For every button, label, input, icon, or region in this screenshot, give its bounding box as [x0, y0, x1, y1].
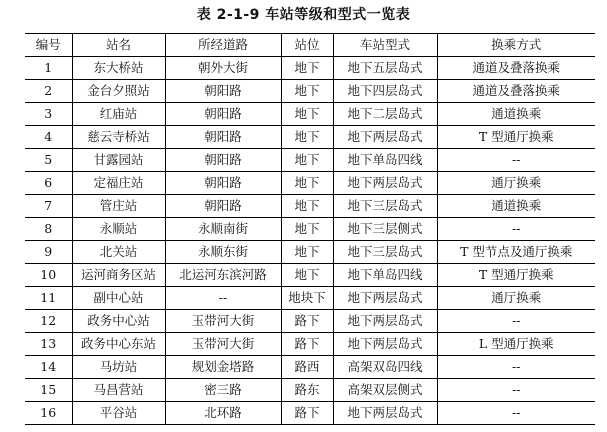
cell-station-type: 高架双层侧式 [333, 379, 437, 402]
cell-location: 地下 [281, 218, 333, 241]
cell-transfer-mode: 通道及叠落换乘 [437, 80, 595, 103]
cell-station-name: 马昌营站 [72, 379, 165, 402]
cell-road: 永顺东街 [165, 241, 281, 264]
cell-number: 11 [40, 290, 57, 305]
cell-station-name: 定福庄站 [72, 172, 165, 195]
cell-road: 北环路 [165, 402, 281, 425]
table-row [25, 103, 595, 126]
cell-station-name: 东大桥站 [72, 57, 165, 80]
table-caption: 表 2-1-9 车站等级和型式一览表 [196, 7, 411, 23]
cell-station-type: 地下两层岛式 [333, 172, 437, 195]
cell-station-name: 政务中心东站 [72, 333, 165, 356]
table-row [25, 287, 595, 310]
cell-station-type: 高架双岛四线 [333, 356, 437, 379]
cell-station-type: 地下两层岛式 [333, 333, 437, 356]
cell-number: 14 [40, 359, 57, 374]
table-row [25, 379, 595, 402]
header-number: 编号 [35, 37, 61, 52]
cell-number: 6 [44, 175, 53, 190]
cell-road: 玉带河大街 [165, 310, 281, 333]
cell-location: 地块下 [281, 287, 333, 310]
cell-road: 朝阳路 [165, 103, 281, 126]
table-row [25, 80, 595, 103]
cell-station-name: 平谷站 [72, 402, 165, 425]
table-row [25, 195, 595, 218]
table-row [25, 218, 595, 241]
table-header-row [25, 34, 595, 57]
cell-location: 路下 [281, 402, 333, 425]
cell-number: 7 [44, 198, 53, 213]
cell-location: 地下 [281, 264, 333, 287]
cell-road: 玉带河大街 [165, 333, 281, 356]
cell-number: 10 [40, 267, 57, 282]
table-row [25, 57, 595, 80]
cell-location: 地下 [281, 80, 333, 103]
station-table [25, 33, 595, 425]
cell-number: 9 [44, 244, 53, 259]
cell-road: 朝阳路 [165, 149, 281, 172]
cell-road: 朝阳路 [165, 80, 281, 103]
cell-station-name: 副中心站 [72, 287, 165, 310]
cell-road: 北运河东滨河路 [165, 264, 281, 287]
cell-transfer-mode: 通道换乘 [437, 103, 595, 126]
table-row [25, 333, 595, 356]
header-station-name: 站名 [72, 34, 165, 57]
cell-road: 永顺南街 [165, 218, 281, 241]
cell-location: 路东 [281, 379, 333, 402]
cell-station-type: 地下四层岛式 [333, 80, 437, 103]
cell-transfer-mode: 通厅换乘 [437, 172, 595, 195]
table-row [25, 126, 595, 149]
table-row [25, 356, 595, 379]
cell-transfer-mode: 通道换乘 [437, 195, 595, 218]
cell-location: 地下 [281, 126, 333, 149]
table-row [25, 310, 595, 333]
cell-road: 规划金塔路 [165, 356, 281, 379]
cell-station-name: 金台夕照站 [72, 80, 165, 103]
cell-station-type: 地下五层岛式 [333, 57, 437, 80]
header-road: 所经道路 [165, 34, 281, 57]
cell-station-name: 甘露园站 [72, 149, 165, 172]
cell-location: 地下 [281, 57, 333, 80]
cell-number: 12 [40, 313, 57, 328]
cell-transfer-mode: -- [437, 218, 595, 241]
cell-road: 朝阳路 [165, 126, 281, 149]
cell-station-type: 地下单岛四线 [333, 264, 437, 287]
cell-station-name: 北关站 [72, 241, 165, 264]
cell-number: 4 [44, 129, 53, 144]
cell-road: -- [165, 287, 281, 310]
header-transfer-mode: 换乘方式 [437, 34, 595, 57]
cell-station-type: 地下三层岛式 [333, 195, 437, 218]
cell-transfer-mode: T 型节点及通厅换乘 [437, 241, 595, 264]
cell-station-type: 地下单岛四线 [333, 149, 437, 172]
cell-number: 13 [40, 336, 57, 351]
cell-station-type: 地下两层岛式 [333, 310, 437, 333]
cell-number: 3 [44, 106, 53, 121]
cell-station-type: 地下两层岛式 [333, 287, 437, 310]
cell-station-type: 地下两层岛式 [333, 402, 437, 425]
cell-transfer-mode: L 型通厅换乘 [437, 333, 595, 356]
cell-location: 地下 [281, 149, 333, 172]
cell-location: 地下 [281, 103, 333, 126]
cell-number: 5 [44, 152, 53, 167]
cell-transfer-mode: 通厅换乘 [437, 287, 595, 310]
cell-transfer-mode: -- [437, 149, 595, 172]
cell-number: 2 [44, 83, 53, 98]
cell-transfer-mode: -- [437, 310, 595, 333]
cell-number: 1 [44, 60, 53, 75]
table-row [25, 264, 595, 287]
cell-location: 路下 [281, 333, 333, 356]
cell-location: 地下 [281, 195, 333, 218]
cell-station-name: 管庄站 [72, 195, 165, 218]
cell-station-name: 永顺站 [72, 218, 165, 241]
table-row [25, 172, 595, 195]
cell-transfer-mode: -- [437, 356, 595, 379]
cell-station-type: 地下二层岛式 [333, 103, 437, 126]
cell-number: 16 [40, 405, 57, 420]
cell-transfer-mode: -- [437, 402, 595, 425]
cell-road: 朝阳路 [165, 172, 281, 195]
cell-location: 路下 [281, 310, 333, 333]
cell-station-name: 慈云寺桥站 [72, 126, 165, 149]
table-row [25, 241, 595, 264]
table-row [25, 149, 595, 172]
cell-transfer-mode: T 型通厅换乘 [437, 264, 595, 287]
cell-transfer-mode: T 型通厅换乘 [437, 126, 595, 149]
cell-transfer-mode: 通道及叠落换乘 [437, 57, 595, 80]
cell-number: 15 [40, 382, 57, 397]
cell-location: 地下 [281, 241, 333, 264]
cell-station-name: 运河商务区站 [72, 264, 165, 287]
cell-station-type: 地下两层岛式 [333, 126, 437, 149]
cell-road: 朝外大街 [165, 57, 281, 80]
cell-transfer-mode: -- [437, 379, 595, 402]
header-station-type: 车站型式 [333, 34, 437, 57]
cell-road: 朝阳路 [165, 195, 281, 218]
cell-station-type: 地下三层岛式 [333, 241, 437, 264]
cell-location: 地下 [281, 172, 333, 195]
cell-station-name: 红庙站 [72, 103, 165, 126]
table-row [25, 402, 595, 425]
cell-location: 路西 [281, 356, 333, 379]
cell-station-name: 马坊站 [72, 356, 165, 379]
cell-number: 8 [44, 221, 53, 236]
header-location: 站位 [281, 34, 333, 57]
cell-station-name: 政务中心站 [72, 310, 165, 333]
cell-station-type: 地下三层侧式 [333, 218, 437, 241]
cell-road: 密三路 [165, 379, 281, 402]
